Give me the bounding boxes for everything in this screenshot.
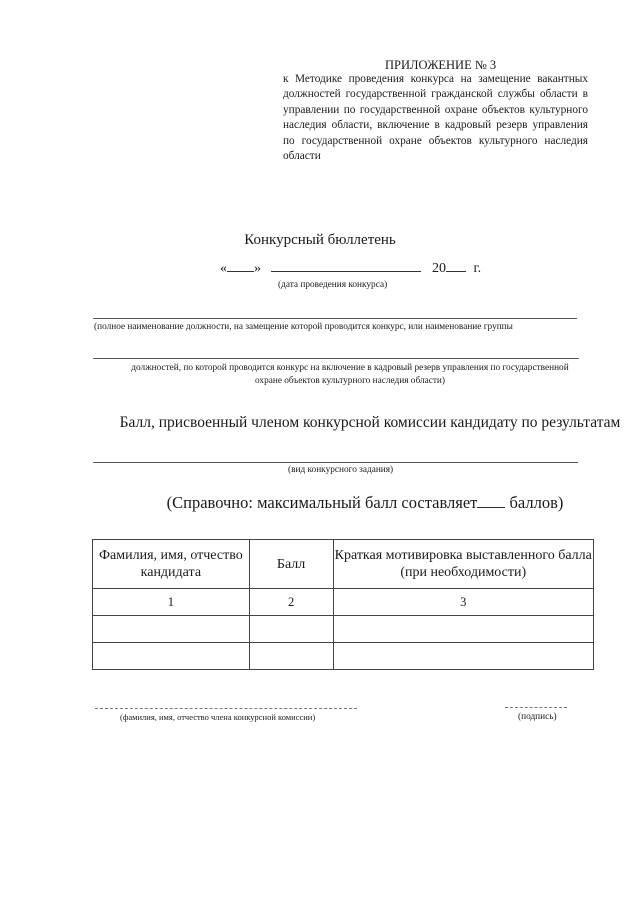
appendix-title: ПРИЛОЖЕНИЕ № 3 (385, 58, 497, 72)
table-number-row (93, 589, 594, 616)
header-candidate: Фамилия, имя, отчество кандидата (93, 540, 250, 589)
reference-note (0, 493, 640, 513)
table-row (93, 643, 594, 670)
score-cell[interactable] (249, 616, 333, 643)
column-number-3: 3 (333, 589, 594, 616)
header-motivation: Краткая мотивировка выставленного балла (при необходимости) (333, 540, 594, 589)
bulletin-title: Конкурсный бюллетень (244, 232, 396, 248)
header-score: Балл (249, 540, 333, 589)
date-year-suffix: г. (473, 261, 482, 276)
date-year-prefix: 20 (432, 261, 446, 276)
table-header-row (93, 540, 594, 589)
task-line[interactable] (93, 462, 578, 463)
signature-line[interactable] (505, 707, 567, 708)
motivation-cell[interactable] (333, 616, 594, 643)
table-row (93, 616, 594, 643)
day-blank[interactable] (227, 259, 254, 272)
position-caption-2: должностей, по которой проводится конкурс на включение в кадровый резерв управления по государственной охране объектов культурного наследия области) (131, 363, 569, 386)
candidate-cell[interactable] (93, 616, 250, 643)
appendix-text: к Методике проведения конкурса на замещение вакантных должностей государственной гражданской службы области в управлении по государственной охране объектов культурного наследия области, включение в кадровый резерв управления по государственной охране объектов культурного наследия области (283, 73, 588, 163)
column-number-1: 1 (93, 589, 250, 616)
position-line-2[interactable] (93, 358, 579, 359)
max-score-blank[interactable] (477, 493, 505, 508)
signature-caption: (подпись) (518, 712, 557, 722)
year-blank[interactable] (446, 259, 466, 272)
task-caption: (вид конкурсного задания) (288, 465, 394, 475)
date-caption: (дата проведения конкурса) (278, 280, 388, 290)
score-cell[interactable] (249, 643, 333, 670)
member-name-line[interactable] (95, 708, 357, 709)
date-close-quote: » (254, 261, 261, 276)
column-number-2: 2 (249, 589, 333, 616)
motivation-cell[interactable] (333, 643, 594, 670)
candidate-cell[interactable] (93, 643, 250, 670)
month-blank[interactable] (271, 259, 421, 272)
date-open-quote: « (220, 261, 227, 276)
score-table (92, 539, 594, 670)
member-name-caption: (фамилия, имя, отчество члена конкурсной комиссии) (120, 712, 316, 722)
score-heading: Балл, присвоенный членом конкурсной комиссии кандидату по результатам (119, 414, 621, 431)
date-line (220, 259, 481, 277)
reference-suffix: баллов) (509, 493, 564, 512)
position-caption-1: (полное наименование должности, на замещение которой проводится конкурс, или наименование группы (94, 322, 513, 332)
position-line-1[interactable] (93, 318, 577, 319)
reference-prefix: (Справочно: максимальный балл составляет (166, 493, 478, 512)
